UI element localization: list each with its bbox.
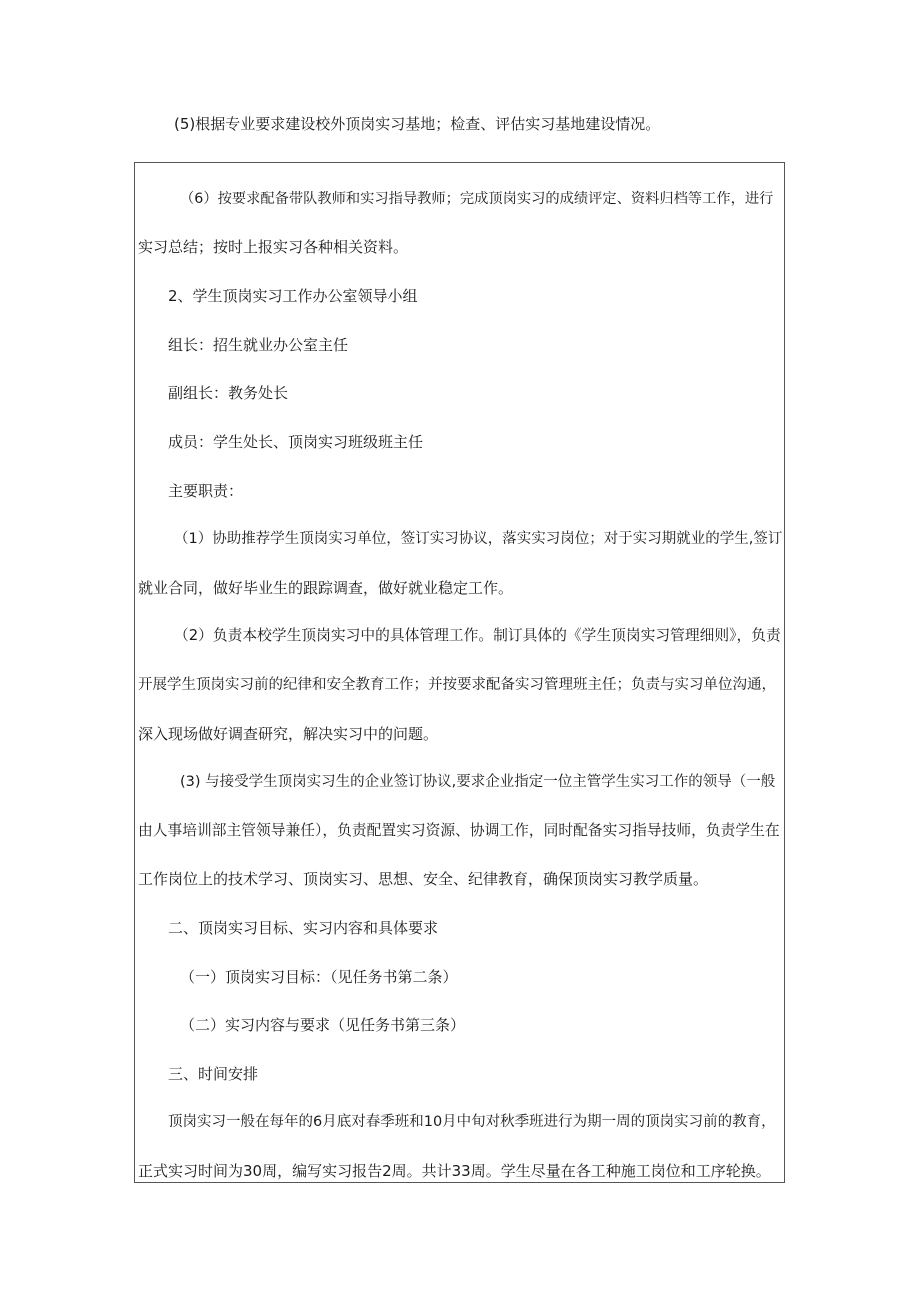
paragraph-line-20: 顶岗实习一般在每年的6月底对春季班和10月中旬对秋季班进行为期一周的顶岗实习前的教育， <box>168 1114 776 1130</box>
paragraph-line-1: （6）按要求配备带队教师和实习指导教师；完成顶岗实习的成绩评定、资料归档等工作，进行 <box>180 191 774 207</box>
main-duties-heading: 主要职责： <box>168 482 244 500</box>
paragraph-line-8: （1）协助推荐学生顶岗实习单位，签订实习协议，落实实习岗位；对于实习期就业的学生,签订 <box>174 531 783 547</box>
deputy-leader-line: 副组长：教务处长 <box>168 384 289 402</box>
paragraph-line-2: 实习总结；按时上报实习各种相关资料。 <box>138 238 409 256</box>
section-heading-leadership-group: 2、学生顶岗实习工作办公室领导小组 <box>168 287 418 305</box>
paragraph-line-10: （2）负责本校学生顶岗实习中的具体管理工作。制订具体的《学生顶岗实习管理细则》，负责 <box>174 627 781 644</box>
intro-paragraph: (5)根据专业要求建设校外顶岗实习基地；检查、评估实习基地建设情况。 <box>174 115 661 133</box>
paragraph-line-13: (3) 与接受学生顶岗实习生的企业签订协议,要求企业指定一位主管学生实习工作的领导（一般 <box>180 774 776 790</box>
paragraph-line-9: 就业合同，做好毕业生的跟踪调查，做好就业稳定工作。 <box>138 579 514 597</box>
group-leader-line: 组长：招生就业办公室主任 <box>168 336 349 354</box>
section-heading-schedule: 三、时间安排 <box>168 1065 259 1083</box>
paragraph-line-11: 开展学生顶岗实习前的纪律和安全教育工作；并按要求配备实习管理班主任；负责与实习单位沟通， <box>138 677 776 693</box>
paragraph-line-12: 深入现场做好调查研究，解决实习中的问题。 <box>138 725 439 743</box>
subsection-goal: （一）顶岗实习目标：（见任务书第二条） <box>180 968 458 986</box>
paragraph-line-14: 由人事培训部主管领导兼任），负责配置实习资源、协调工作，同时配备实习指导技师，负责学生在 <box>138 822 780 839</box>
paragraph-line-15: 工作岗位上的技术学习、顶岗实习、思想、安全、纪律教育，确保顶岗实习教学质量。 <box>138 870 709 888</box>
section-heading-goals: 二、顶岗实习目标、实习内容和具体要求 <box>168 919 439 937</box>
members-line: 成员：学生处长、顶岗实习班级班主任 <box>168 433 424 451</box>
subsection-content: （二）实习内容与要求（见任务书第三条） <box>180 1016 466 1034</box>
paragraph-line-21: 正式实习时间为30周，编写实习报告2周。共计33周。学生尽量在各工种施工岗位和工序轮换。 <box>138 1162 771 1180</box>
